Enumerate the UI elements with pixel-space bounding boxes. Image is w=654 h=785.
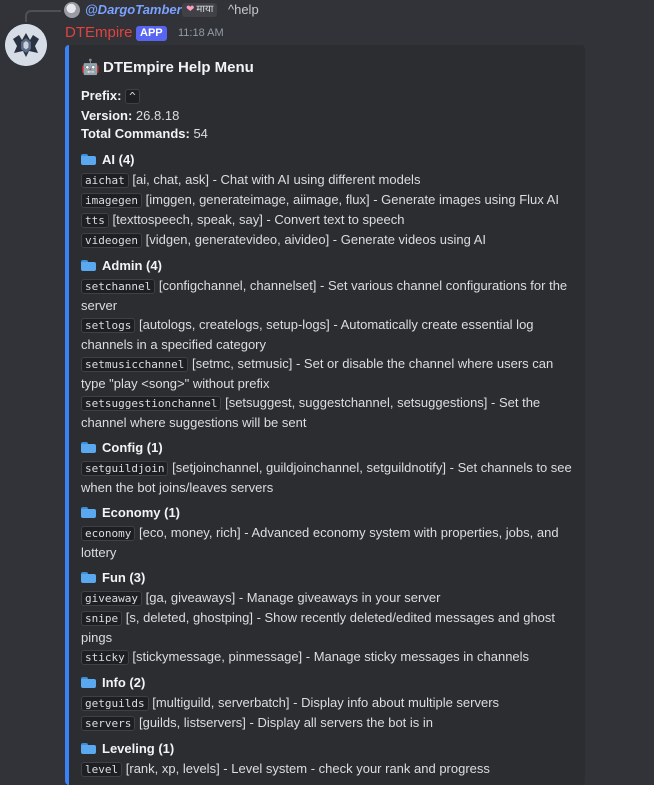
command-entry bbox=[81, 230, 577, 250]
version-line bbox=[81, 107, 577, 126]
command-name: getguilds bbox=[81, 696, 149, 711]
command-name: setsuggestionchannel bbox=[81, 396, 221, 411]
command-entry bbox=[81, 713, 577, 733]
folder-icon bbox=[81, 154, 96, 165]
command-description: [multiguild, serverbatch] - Display info about multiple servers bbox=[152, 694, 500, 710]
total-commands-value: 54 bbox=[193, 126, 208, 141]
command-entry bbox=[81, 393, 577, 432]
embed-title-text: DTEmpire Help Menu bbox=[103, 59, 254, 76]
total-commands-label: Total Commands: bbox=[81, 126, 190, 141]
category-section bbox=[81, 568, 577, 667]
command-entry bbox=[81, 315, 577, 354]
category-section bbox=[81, 503, 577, 562]
command-entry bbox=[81, 210, 577, 230]
command-description: [setsuggest, suggestchannel, setsuggestions] - Set the channel where suggestions will be sent bbox=[81, 394, 541, 430]
command-entry bbox=[81, 354, 577, 393]
command-description: [s, deleted, ghostping] - Show recently deleted/edited messages and ghost pings bbox=[81, 609, 556, 645]
category-section bbox=[81, 438, 577, 497]
empire-crest-icon bbox=[5, 24, 47, 66]
command-description: [ai, chat, ask] - Chat with AI using different models bbox=[132, 171, 421, 187]
category-title: Economy (1) bbox=[102, 504, 181, 520]
category-heading bbox=[81, 503, 577, 523]
category-heading bbox=[81, 673, 577, 693]
category-title: Admin (4) bbox=[102, 257, 162, 273]
command-name: tts bbox=[81, 213, 109, 228]
command-description: [texttospeech, speak, say] - Convert text to speech bbox=[112, 211, 405, 227]
command-entry bbox=[81, 170, 577, 190]
category-section bbox=[81, 739, 577, 779]
command-entry bbox=[81, 458, 577, 497]
command-name: level bbox=[81, 762, 122, 777]
category-heading bbox=[81, 256, 577, 276]
prefix-line bbox=[81, 87, 577, 107]
command-name: aichat bbox=[81, 173, 129, 188]
robot-emoji-icon: 🤖 bbox=[81, 59, 100, 76]
category-title: Info (2) bbox=[102, 674, 146, 690]
category-section bbox=[81, 256, 577, 432]
command-description: [autologs, createlogs, setup-logs] - Automatically create essential log channels in a specified category bbox=[81, 316, 534, 352]
version-value: 26.8.18 bbox=[135, 107, 180, 123]
command-description: [setjoinchannel, guildjoinchannel, setguildnotify] - Set channels to see when the bot joins/leaves servers bbox=[81, 459, 572, 495]
category-section bbox=[81, 673, 577, 733]
folder-icon bbox=[81, 260, 96, 271]
reply-reference[interactable] bbox=[0, 0, 654, 22]
category-heading bbox=[81, 150, 577, 170]
command-description: [imggen, generateimage, aiimage, flux] - Generate images using Flux AI bbox=[145, 191, 559, 207]
command-entry bbox=[81, 693, 577, 713]
command-description: [guilds, listservers] - Display all servers the bot is in bbox=[138, 714, 434, 730]
command-description: [vidgen, generatevideo, aivideo] - Generate videos using AI bbox=[145, 231, 486, 247]
reply-guild-tag[interactable] bbox=[182, 3, 217, 17]
category-title: AI (4) bbox=[102, 151, 135, 167]
embed-meta bbox=[81, 87, 577, 144]
command-name: setguildjoin bbox=[81, 461, 168, 476]
total-commands-line bbox=[81, 125, 577, 144]
command-entry bbox=[81, 608, 577, 647]
bot-avatar[interactable] bbox=[5, 24, 47, 66]
category-heading bbox=[81, 739, 577, 759]
command-description: [rank, xp, levels] - Level system - check your rank and progress bbox=[125, 760, 490, 776]
category-title: Fun (3) bbox=[102, 569, 146, 585]
command-name: snipe bbox=[81, 611, 122, 626]
reply-avatar[interactable] bbox=[64, 2, 80, 18]
command-name: imagegen bbox=[81, 193, 142, 208]
message-timestamp[interactable]: 11:18 AM bbox=[178, 27, 224, 39]
category-heading bbox=[81, 568, 577, 588]
category-heading bbox=[81, 438, 577, 458]
command-entry bbox=[81, 190, 577, 210]
command-name: setmusicchannel bbox=[81, 357, 188, 372]
command-name: sticky bbox=[81, 650, 129, 665]
category-title: Config (1) bbox=[102, 439, 163, 455]
folder-icon bbox=[81, 743, 96, 754]
command-name: setlogs bbox=[81, 318, 135, 333]
command-description: [ga, giveaways] - Manage giveaways in your server bbox=[145, 589, 441, 605]
version-label: Version: bbox=[81, 107, 133, 123]
command-name: setchannel bbox=[81, 279, 155, 294]
command-description: [setmc, setmusic] - Set or disable the channel where users can type "play <song>" without prefix bbox=[81, 355, 554, 391]
category-section bbox=[81, 150, 577, 250]
command-name: economy bbox=[81, 526, 135, 541]
command-entry bbox=[81, 759, 577, 779]
command-entry bbox=[81, 647, 577, 667]
command-entry bbox=[81, 588, 577, 608]
reply-message-preview[interactable]: ^help bbox=[228, 2, 259, 17]
prefix-label: Prefix: bbox=[81, 88, 122, 103]
command-name: giveaway bbox=[81, 591, 142, 606]
reply-username[interactable]: @DargoTamber bbox=[85, 2, 182, 17]
author-name[interactable]: DTEmpire bbox=[65, 24, 133, 41]
app-badge: APP bbox=[136, 26, 167, 41]
help-embed bbox=[65, 45, 585, 785]
command-name: servers bbox=[81, 716, 135, 731]
command-description: [eco, money, rich] - Advanced economy system with properties, jobs, and lottery bbox=[81, 524, 559, 560]
folder-icon bbox=[81, 442, 96, 453]
command-entry bbox=[81, 276, 577, 315]
reply-connector-line bbox=[25, 10, 61, 22]
command-description: [configchannel, channelset] - Set various channel configurations for the server bbox=[81, 277, 568, 313]
heart-icon: ❤ bbox=[186, 4, 195, 15]
prefix-value: ^ bbox=[125, 89, 140, 104]
command-description: [stickymessage, pinmessage] - Manage sticky messages in channels bbox=[132, 648, 530, 664]
folder-icon bbox=[81, 677, 96, 688]
reply-guild-tag-label: माया bbox=[196, 4, 214, 15]
category-title: Leveling (1) bbox=[102, 740, 175, 756]
command-name: videogen bbox=[81, 233, 142, 248]
folder-icon bbox=[81, 572, 96, 583]
embed-title bbox=[81, 57, 577, 79]
category-list bbox=[81, 150, 577, 779]
folder-icon bbox=[81, 507, 96, 518]
command-entry bbox=[81, 523, 577, 562]
